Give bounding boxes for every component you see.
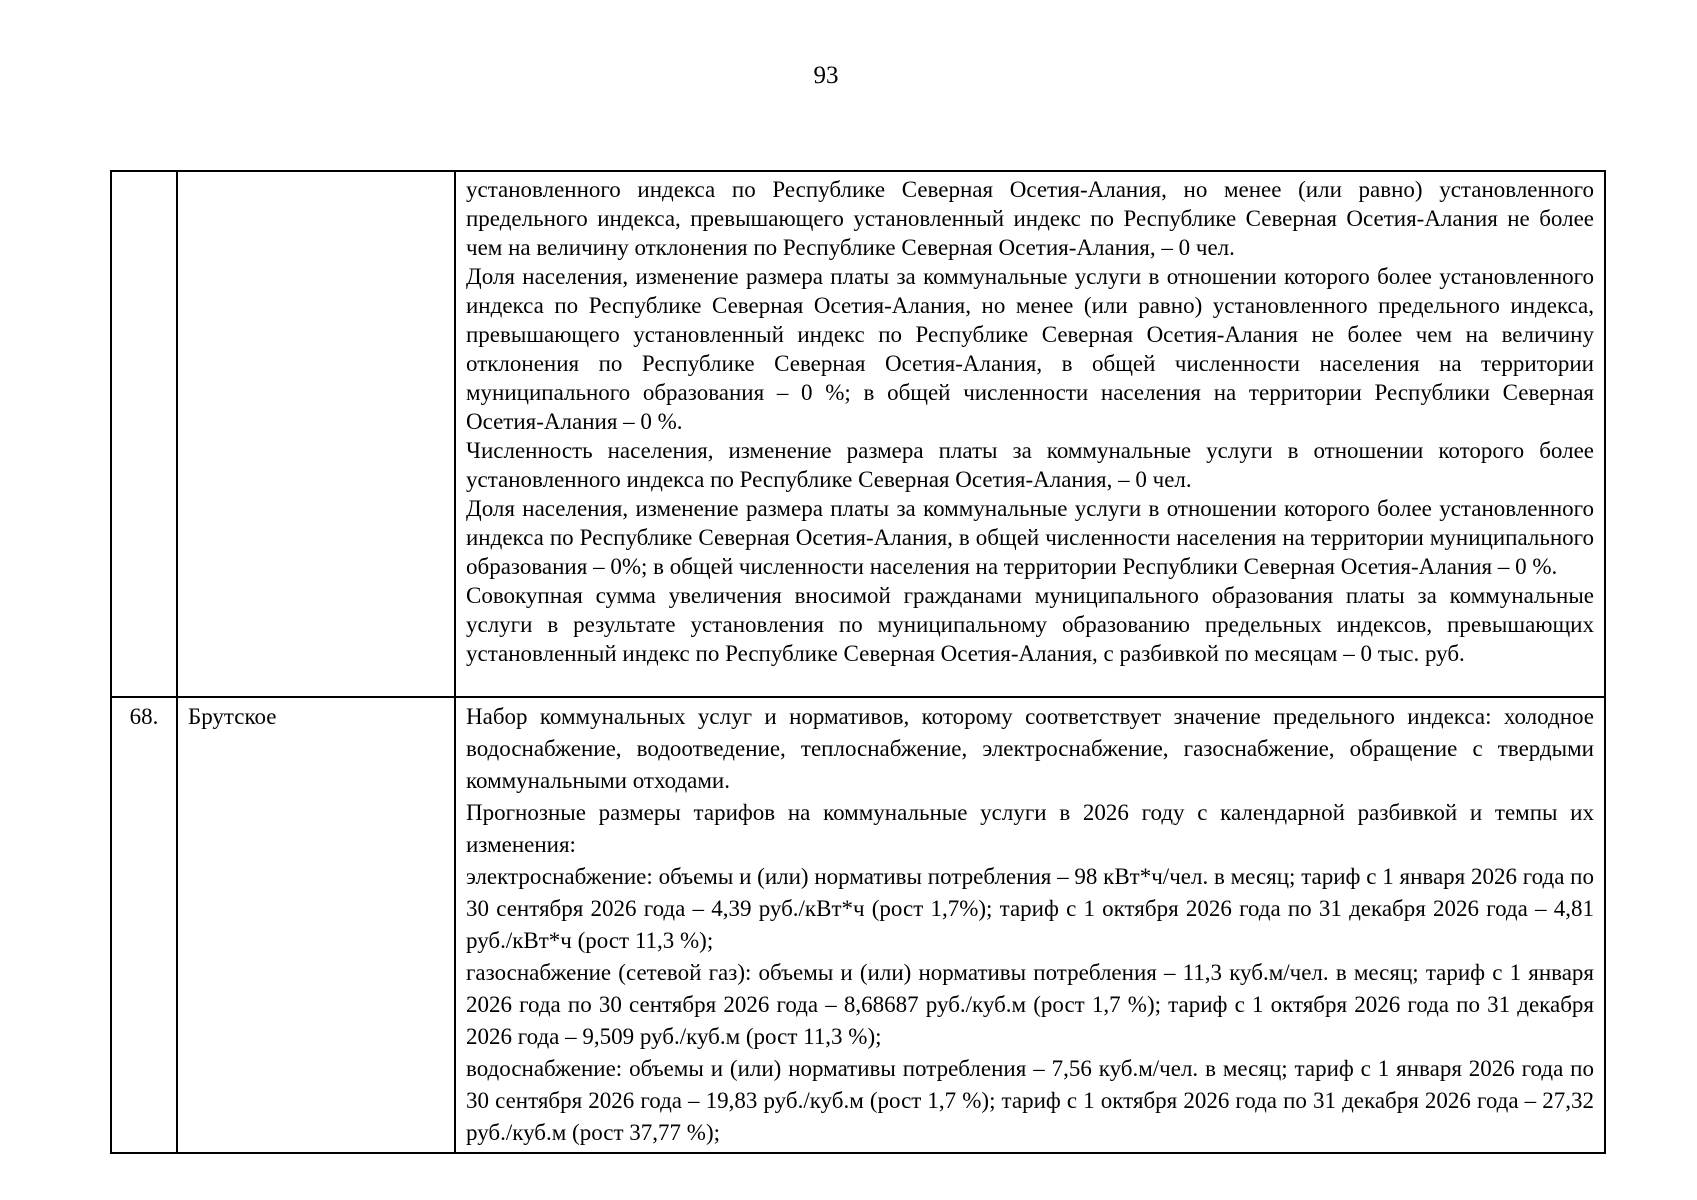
description-paragraph: Доля населения, изменение размера платы за коммунальные услуги в отношении которого более установленного индекса по Республике Северная Осетия-Алания, в общей численности населения на территории муниципального образования – 0%; в общей численности населения на территории Республики Северная Осетия-Алания – 0 %.	[466, 496, 1594, 579]
description-cell	[455, 171, 1605, 697]
description-paragraph: газоснабжение (сетевой газ): объемы и (или) нормативы потребления – 11,3 куб.м/чел. в месяц; тариф с 1 января 2026 года по 30 сентября 2026 года – 8,68687 руб./куб.м (рост 1,7 %); тариф с 1 октября 2026 года по 31 декабря 2026 года – 9,509 руб./куб.м (рост 11,3 %);	[466, 960, 1594, 1049]
description-paragraph: Набор коммунальных услуг и нормативов, которому соответствует значение предельного индекса: холодное водоснабжение, водоотведение, теплоснабжение, электроснабжение, газоснабжение, обращение с твердыми коммунальными отходами.	[466, 704, 1594, 793]
description-paragraph: Доля населения, изменение размера платы за коммунальные услуги в отношении которого более установленного индекса по Республике Северная Осетия-Алания, но менее (или равно) установленного предельного индекса, превышающего установленный индекс по Республике Северная Осетия-Алания не более чем на величину отклонения по Республике Северная Осетия-Алания, в общей численности населения на территории муниципального образования – 0 %; в общей численности населения на территории Республики Северная Осетия-Алания – 0 %.	[466, 264, 1594, 434]
limit-index-table	[110, 170, 1606, 1154]
description-paragraph: Прогнозные размеры тарифов на коммунальные услуги в 2026 году с календарной разбивкой и темпы их изменения:	[466, 800, 1594, 857]
description-paragraph: электроснабжение: объемы и (или) нормативы потребления – 98 кВт*ч/чел. в месяц; тариф с 1 января 2026 года по 30 сентября 2026 года – 4,39 руб./кВт*ч (рост 1,7%); тариф с 1 октября 2026 года по 31 декабря 2026 года – 4,81 руб./кВт*ч (рост 11,3 %);	[466, 864, 1594, 953]
description-paragraph: водоснабжение: объемы и (или) нормативы потребления – 7,56 куб.м/чел. в месяц; тариф с 1 января 2026 года по 30 сентября 2026 года – 19,83 руб./куб.м (рост 1,7 %); тариф с 1 октября 2026 года по 31 декабря 2026 года – 27,32 руб./куб.м (рост 37,77 %);	[466, 1056, 1594, 1145]
table-row	[111, 697, 1605, 1153]
row-number-cell	[111, 171, 177, 697]
page-number: 93	[813, 62, 839, 89]
description-paragraph: Численность населения, изменение размера платы за коммунальные услуги в отношении которого более установленного индекса по Республике Северная Осетия-Алания, – 0 чел.	[466, 438, 1594, 492]
description-paragraph: установленного индекса по Республике Северная Осетия-Алания, но менее (или равно) установленного предельного индекса, превышающего установленный индекс по Республике Северная Осетия-Алания не более чем на величину отклонения по Республике Северная Осетия-Алания, – 0 чел.	[466, 177, 1594, 260]
municipality-cell	[177, 171, 455, 697]
description-paragraph: Совокупная сумма увеличения вносимой гражданами муниципального образования платы за коммунальные услуги в результате установления по муниципальному образованию предельных индексов, превышающих установленный индекс по Республике Северная Осетия-Алания, с разбивкой по месяцам – 0 тыс. руб.	[466, 583, 1594, 666]
table-row	[111, 171, 1605, 697]
description-cell	[455, 697, 1605, 1153]
municipality-cell: Брутское	[177, 697, 455, 1153]
row-number-cell: 68.	[111, 697, 177, 1153]
